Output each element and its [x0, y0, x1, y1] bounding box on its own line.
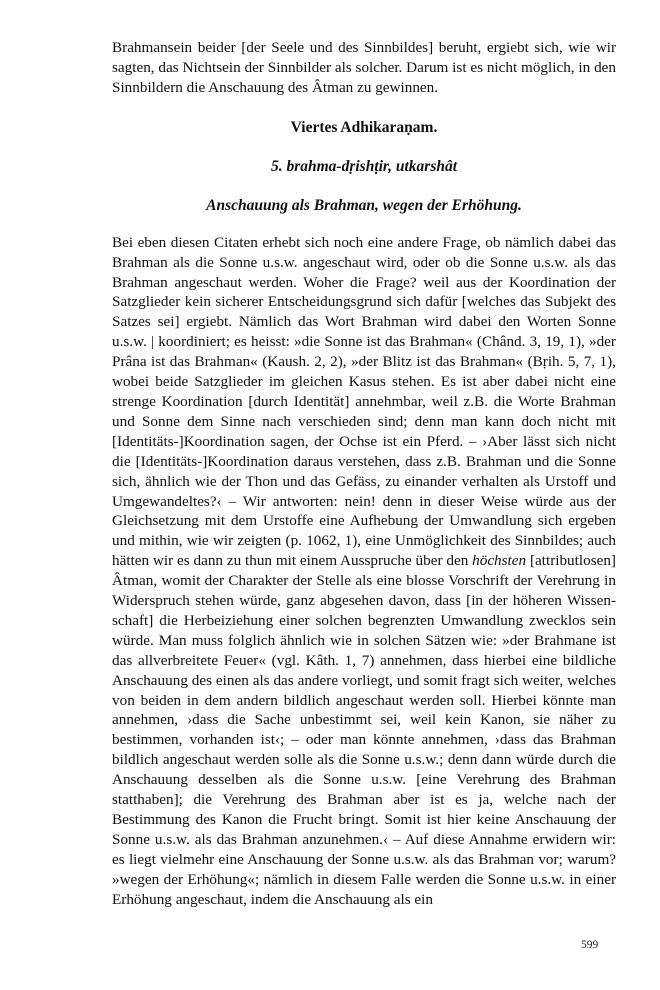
- page-number: 599: [581, 939, 599, 951]
- main-paragraph: [112, 233, 616, 910]
- emphasis-hoechsten: höchsten: [472, 552, 527, 570]
- sutra-heading: 5. brahma-dṛishṭir, utkarshât: [270, 157, 458, 175]
- section-heading: Viertes Adhikaraṇam.: [290, 118, 438, 136]
- sutra-translation: Anschauung als Brahman, wegen der Erhöhung.: [206, 196, 522, 214]
- carryover-paragraph: Brahmansein beider [der Seele und des Sinnbildes] beruht, ergiebt sich, wie wir sagten, das Nichtsein der Sinnbilder als solcher. Darum ist es nicht möglich, in den Sinnbildern die Anschauung des Âtman zu gewinnen.: [112, 39, 616, 96]
- page-body: [112, 38, 616, 910]
- main-paragraph-text-2: [attributlosen] Âtman, womit der Charakter der Stelle als eine blosse Vorschrift der Verehrung in Widerspruch stehen würde, ganz abgesehen davon, dass [in der höheren Wissenschaft] die Herbeiziehung einer solchen begrenzten Umwandlung zwecklos sein würde. Man muss folglich ähnlich wie in solchen Sätzen wie: »der Brahmane ist das allverbreitete Feuer« (vgl. Kâth. 1, 7) annehmen, dass hierbei eine bildliche Anschauung des einen als das andere vorliegt, und somit fragt sich weiter, welches von beiden in dem andern bildlich angeschaut werden soll. Hierbei könnte man annehmen, ›dass die Sache unbestimmt sei, weil kein Kanon, sie näher zu bestimmen, vorhanden ist‹; – oder man könnte annehmen, ›dass das Brahman bildlich angeschaut werden solle als die Sonne u.s.w.; denn dann würde durch die Anschauung desselben als die Sonne u.s.w. [eine Verehrung des Brahman statthaben]; die Verehrung des Brahman aber ist es ja, welche nach der Bestimmung des Kanon die Frucht bringt. Somit ist hier keine Anschauung der Sonne u.s.w. als das Brahman anzunehmen.‹ – Auf diese Annahme erwidern wir: es liegt vielmehr eine Anschauung der Sonne u.s.w. als das Brahman vor; warum? »wegen der Erhöhung«; nämlich in diesem Falle werden die Sonne u.s.w. in einer Erhöhung angeschaut, indem die Anschauung als ein: [112, 552, 616, 908]
- main-paragraph-text-1: Bei eben diesen Citaten erhebt sich noch eine andere Frage, ob nämlich dabei das Brahman als die Sonne u.s.w. angeschaut wird, oder ob die Sonne u.s.w. als das Brahman angeschaut werden. Woher die Frage? weil aus der Koordination der Satzglieder kein sicherer Entscheidungsgrund sich dafür [welches das Subjekt des Satzes sei] ergiebt. Nämlich das Wort Brahman wird dabei den Worten Sonne u.s.w. | koordiniert; es heisst: »die Sonne ist das Brahman« (Chând. 3, 19, 1), »der Prâna ist das Brahman« (Kaush. 2, 2), »der Blitz ist das Brahman« (Bṛih. 5, 7, 1), wobei beide Satzglieder im gleichen Kasus stehen. Es ist aber dabei nicht eine strenge Koordination [durch Identität] annehmbar, weil z.B. die Worte Brahman und Sonne dem Sinne nach verschieden sind; denn man kann doch nicht mit [Identitäts-]Koordination sagen, der Ochse ist ein Pferd. – ›Aber lässt sich nicht die [Identitäts-]Koordination daraus verstehen, dass z.B. Brahman und die Sonne sich, ähnlich wie der Thon und das Gefäss, zu einander verhalten als Urstoff und Umgewandeltes?‹ – Wir antworten: nein! denn in dieser Weise würde aus der Gleichsetzung mit dem Urstoffe eine Aufhebung der Umwandlung sich ergeben und mithin, wie wir zeigten (p. 1062, 1), eine Unmöglichkeit des Sinnbildes; auch hätten wir es dann zu thun mit einem Ausspruche über den: [112, 233, 616, 570]
